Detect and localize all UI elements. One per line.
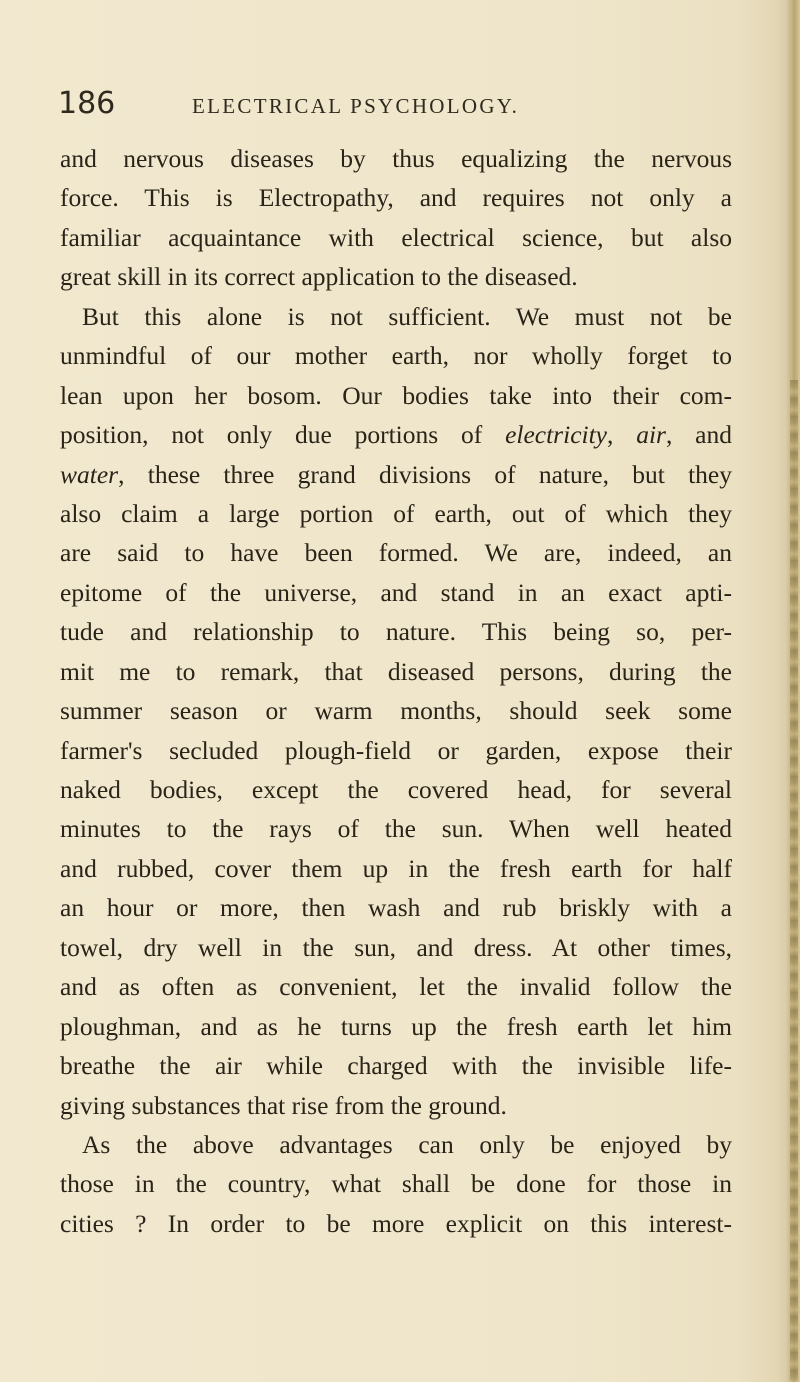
text-line: are said to have been formed. We are, indeed, an: [60, 538, 732, 568]
page-edge-shadow: [786, 0, 800, 1382]
text-line: great skill in its correct application to the diseased.: [60, 262, 578, 292]
text-line: position, not only due portions of electricity, air, and: [60, 420, 732, 450]
italic-term: air: [636, 420, 666, 450]
text-line: summer season or warm months, should seek some: [60, 696, 732, 726]
text-line: ploughman, and as he turns up the fresh earth let him: [60, 1011, 732, 1041]
text-line: and rubbed, cover them up in the fresh earth for half: [60, 853, 732, 883]
text-line: familiar acquaintance with electrical science, but also: [60, 222, 732, 252]
text-line: towel, dry well in the sun, and dress. At other times,: [60, 932, 732, 962]
text-line: an hour or more, then wash and rub briskly with a: [60, 893, 732, 923]
text-line: cities ? In order to be more explicit on this interest-: [60, 1208, 732, 1238]
text-line: lean upon her bosom. Our bodies take into their com-: [60, 380, 732, 410]
paragraph-start-line: But this alone is not sufficient. We must not be: [82, 301, 732, 331]
text-line: farmer's secluded plough-field or garden, expose their: [60, 735, 732, 765]
text-line: and as often as convenient, let the invalid follow the: [60, 972, 732, 1002]
page-number: 186: [58, 86, 116, 121]
text-line: also claim a large portion of earth, out of which they: [60, 498, 732, 528]
italic-term: electricity: [505, 420, 608, 450]
text-line: and nervous diseases by thus equalizing the nervous: [60, 144, 732, 173]
text-line: minutes to the rays of the sun. When well heated: [60, 814, 732, 844]
text-line: those in the country, what shall be done for those in: [60, 1169, 732, 1199]
body-text: [60, 139, 732, 1243]
text-line: water, these three grand divisions of nature, but they: [60, 459, 732, 489]
text-line: epitome of the universe, and stand in an exact apti-: [60, 577, 732, 607]
text-line: force. This is Electropathy, and requires not only a: [60, 183, 732, 213]
text-line: mit me to remark, that diseased persons, during the: [60, 656, 732, 686]
italic-term: water: [60, 459, 119, 489]
text-line: tude and relationship to nature. This being so, per-: [60, 617, 732, 647]
running-head: [58, 86, 748, 122]
paragraph-start-line: As the above advantages can only be enjoyed by: [82, 1129, 732, 1159]
text-line: unmindful of our mother earth, nor wholly forget to: [60, 341, 732, 371]
running-title: ELECTRICAL PSYCHOLOGY.: [192, 94, 520, 118]
text-line: naked bodies, except the covered head, for several: [60, 775, 732, 804]
text-line: breathe the air while charged with the invisible life-: [60, 1051, 732, 1081]
text-line: giving substances that rise from the ground.: [60, 1090, 507, 1120]
